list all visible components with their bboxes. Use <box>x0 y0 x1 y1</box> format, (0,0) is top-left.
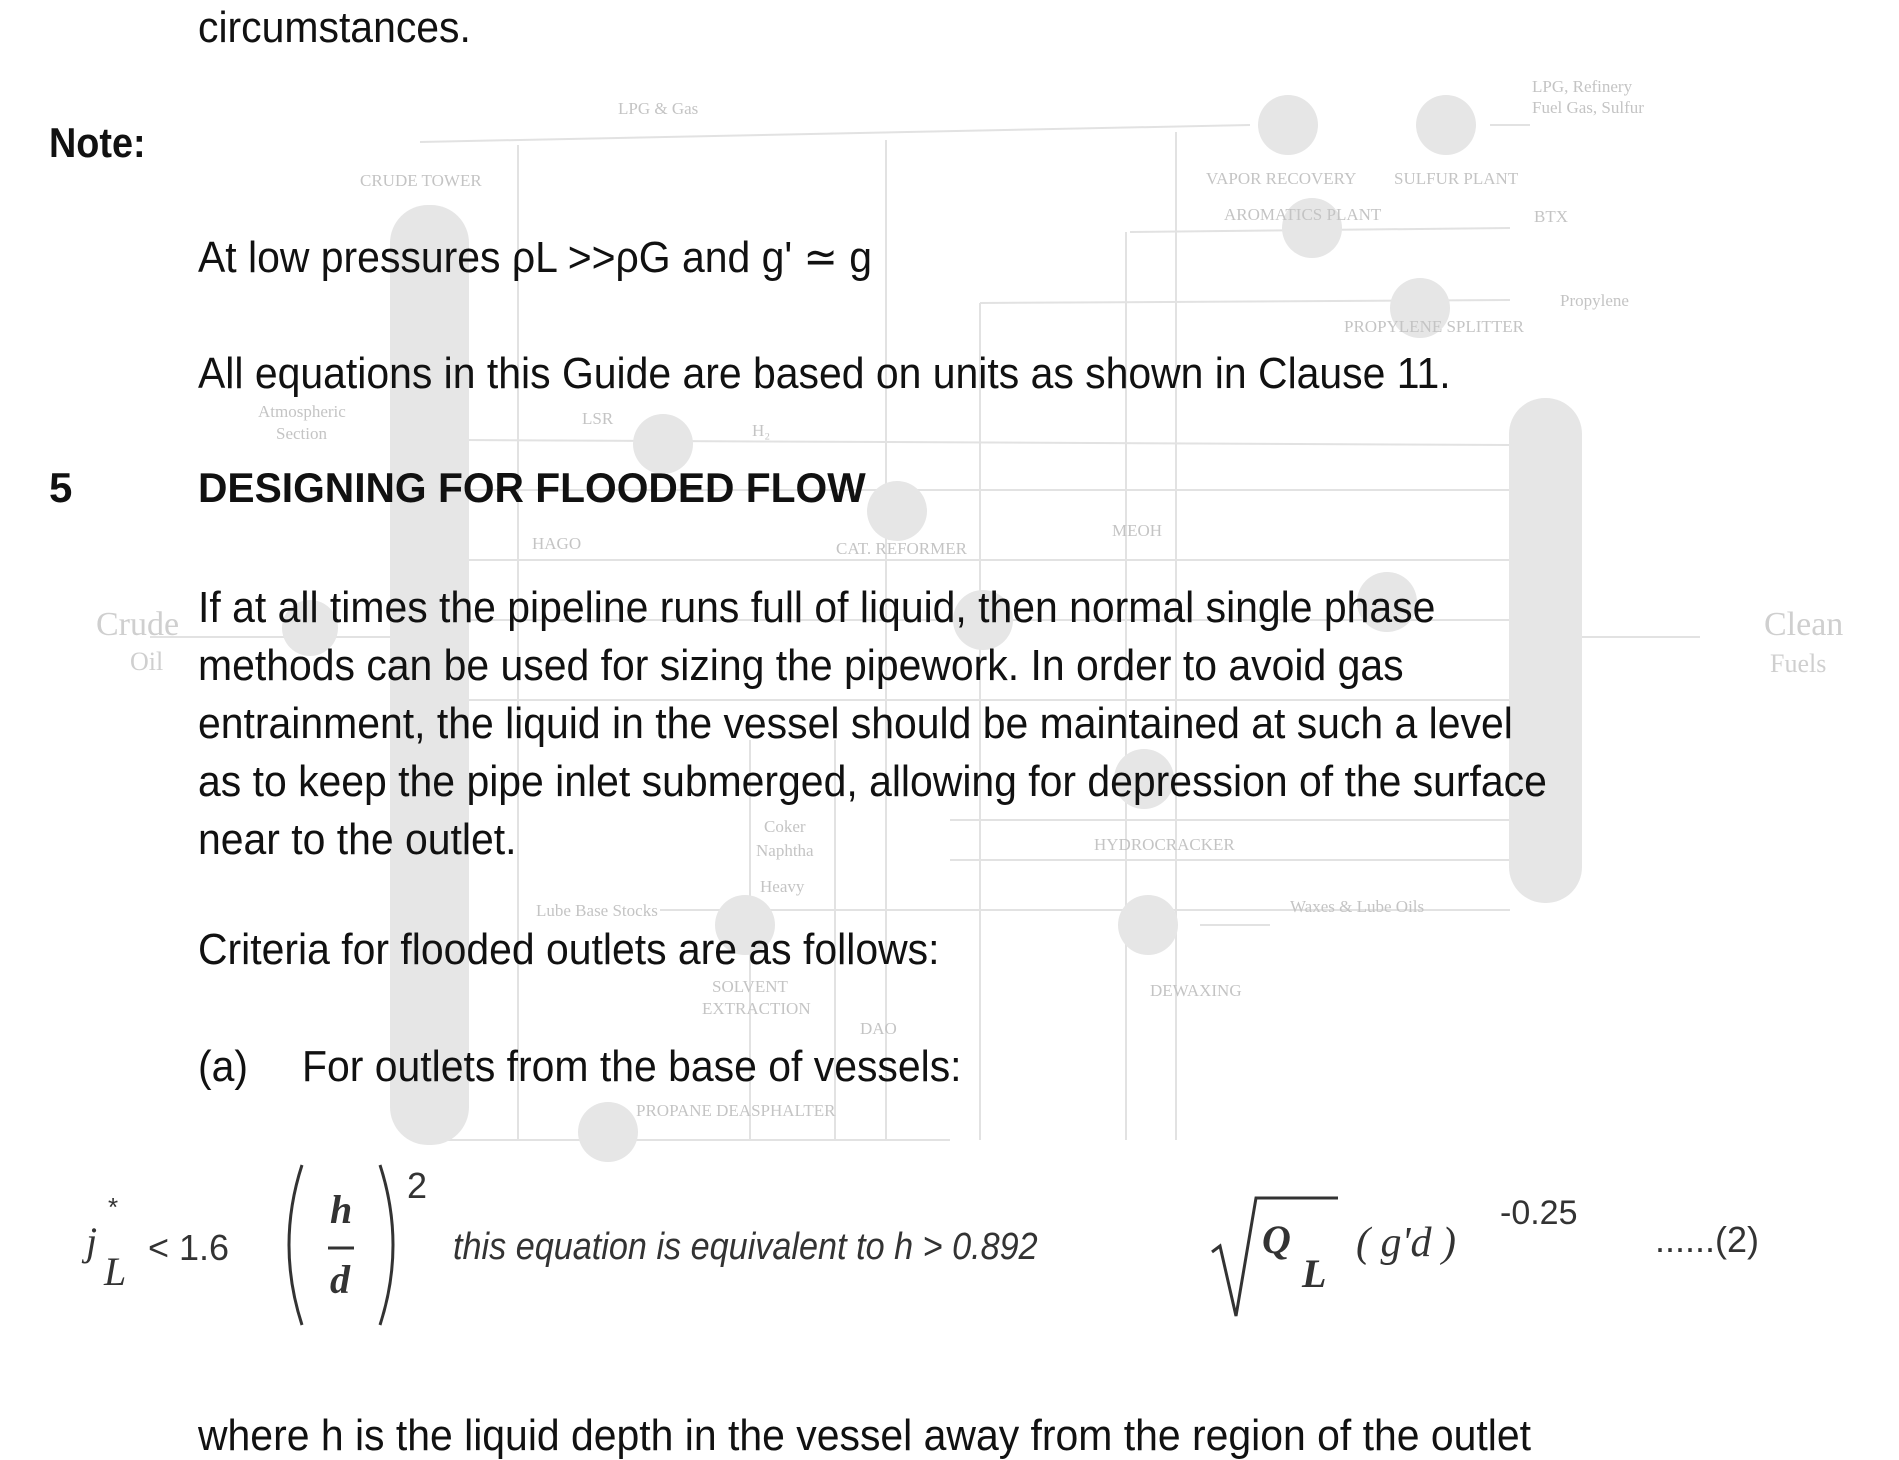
diagram-label: VAPOR RECOVERY <box>1206 169 1357 188</box>
diagram-label: LPG, Refinery <box>1532 77 1633 96</box>
diagram-label: Fuel Gas, Sulfur <box>1532 98 1644 117</box>
diagram-label: LSR <box>582 409 614 428</box>
note-line-units: All equations in this Guide are based on units as shown in Clause 11. <box>198 349 1451 398</box>
equation-number: ......(2) <box>1655 1219 1760 1260</box>
eq-gd: ( g'd ) <box>1356 1220 1456 1266</box>
diagram-label: Lube Base Stocks <box>536 901 658 920</box>
diagram-label: PROPYLENE SPLITTER <box>1344 317 1524 336</box>
eq-q: Q <box>1262 1217 1291 1262</box>
cut-off-line: where h is the liquid depth in the vessel away from the region of the outlet <box>198 1411 1531 1460</box>
diagram-label: AROMATICS PLANT <box>1224 205 1382 224</box>
diagram-label: CAT. REFORMER <box>836 539 967 558</box>
eq-j: j <box>86 1219 98 1264</box>
diagram-label: PROPANE DEASPHALTER <box>636 1101 836 1120</box>
diagram-label: HYDROCRACKER <box>1094 835 1235 854</box>
paragraph-line: as to keep the pipe inlet submerged, allowing for depression of the surface <box>198 757 1547 806</box>
paragraph-line: methods can be used for sizing the pipework. In order to avoid gas <box>198 641 1404 690</box>
diagram-label: Crude <box>96 606 180 643</box>
eq-exponent: 2 <box>407 1165 428 1206</box>
item-a-label: (a) <box>198 1042 249 1091</box>
eq-frac-den: d <box>330 1257 350 1302</box>
diagram-label: DAO <box>860 1019 897 1038</box>
section-number: 5 <box>49 464 73 511</box>
diagram-label: Oil <box>130 647 164 676</box>
eq-star: * <box>108 1192 119 1222</box>
body-paragraph <box>198 579 1547 869</box>
paragraph-line: entrainment, the liquid in the vessel should be maintained at such a level <box>198 699 1513 748</box>
diagram-label: SOLVENT <box>712 977 788 996</box>
diagram-label: Waxes & Lube Oils <box>1290 897 1425 916</box>
intro-tail-text: circumstances. <box>198 3 471 52</box>
diagram-label: EXTRACTION <box>702 999 811 1018</box>
diagram-label: H₂ <box>752 421 771 440</box>
diagram-label: Atmospheric <box>258 402 346 421</box>
diagram-label: CRUDE TOWER <box>360 171 482 190</box>
item-a-text: For outlets from the base of vessels: <box>302 1042 962 1091</box>
diagram-label: DEWAXING <box>1150 981 1242 1000</box>
paragraph-line: If at all times the pipeline runs full of liquid, then normal single phase <box>198 583 1436 632</box>
diagram-label: LPG & Gas <box>618 99 699 118</box>
diagram-label: Clean <box>1764 606 1844 643</box>
diagram-label: Heavy <box>760 877 805 896</box>
diagram-label: SULFUR PLANT <box>1394 169 1519 188</box>
eq-lt-value: < 1.6 <box>148 1227 230 1268</box>
criteria-text: Criteria for flooded outlets are as follows: <box>198 925 940 974</box>
paragraph-line: near to the outlet. <box>198 815 517 864</box>
section-title: DESIGNING FOR FLOODED FLOW <box>198 464 866 511</box>
diagram-label: BTX <box>1534 207 1568 226</box>
eq-j-sub: L <box>104 1249 127 1294</box>
diagram-label: HAGO <box>532 534 582 553</box>
diagram-label: Coker <box>764 817 806 836</box>
eq-frac-num: h <box>330 1187 353 1232</box>
eq-parentheses <box>280 1160 410 1330</box>
eq-q-sub: L <box>1302 1251 1327 1296</box>
diagram-label: Fuels <box>1770 649 1827 678</box>
diagram-label: Propylene <box>1560 291 1629 310</box>
diagram-label: MEOH <box>1112 521 1163 540</box>
diagram-label: Naphtha <box>756 841 814 860</box>
diagram-label: Section <box>276 424 327 443</box>
eq-gd-exponent: -0.25 <box>1500 1194 1578 1232</box>
note-line-pressure: At low pressures ρL >>ρG and g' ≃ g <box>198 233 872 282</box>
eq-equivalent-text: this equation is equivalent to h > 0.892 <box>453 1226 1038 1268</box>
note-label: Note: <box>49 119 146 166</box>
